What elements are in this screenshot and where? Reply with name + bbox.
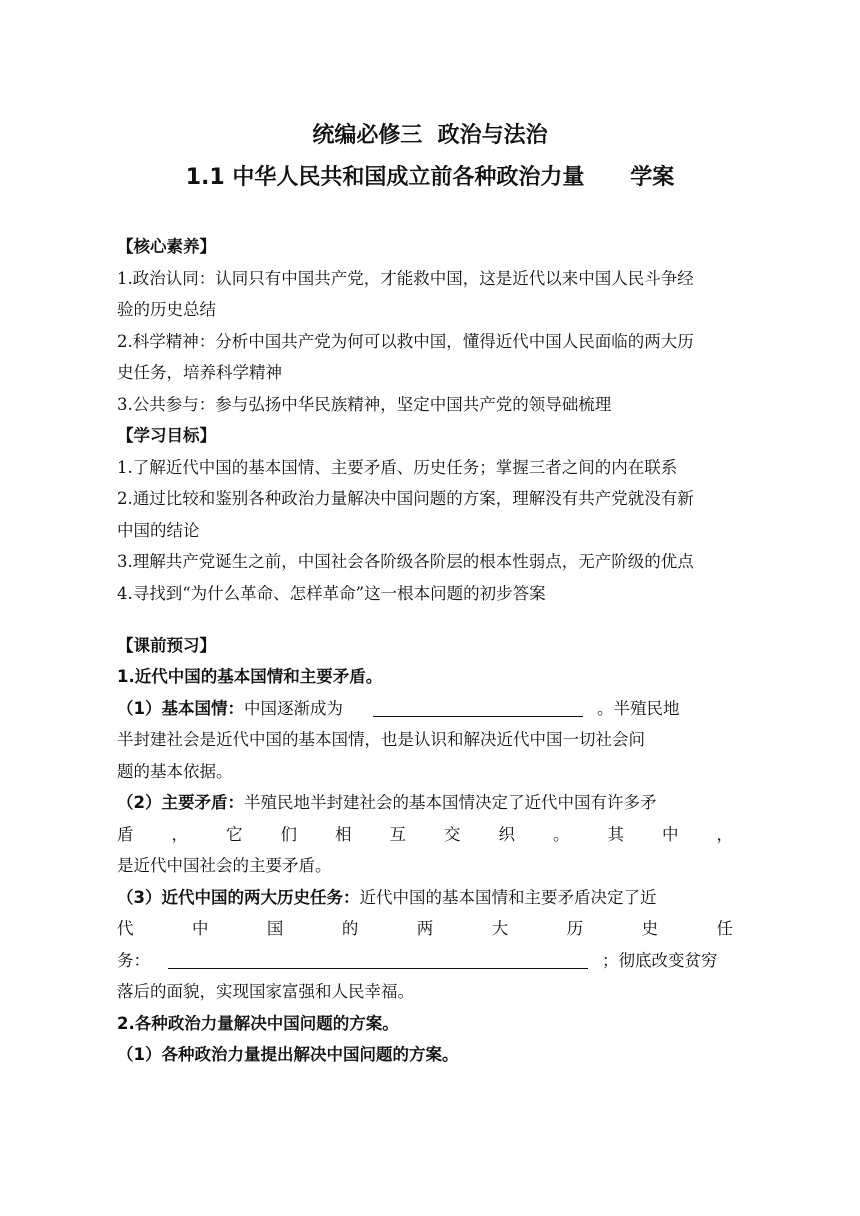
p3-char: 任 bbox=[716, 919, 733, 938]
p3-char: 两 bbox=[416, 919, 434, 938]
paragraph-3-line-1 bbox=[117, 887, 733, 909]
question-2-subheading: （1）各种政治力量提出解决中国问题的方案。 bbox=[117, 1045, 459, 1064]
goal-item-4: 4.寻找到“为什么革命、怎样革命”这一根本问题的初步答案 bbox=[117, 584, 546, 603]
core-item-3: 3.公共参与：参与弘扬中华民族精神，坚定中国共产党的领导础梳理 bbox=[117, 395, 612, 414]
learning-goals-heading: 【学习目标】 bbox=[117, 426, 216, 445]
p3-char: 国 bbox=[266, 919, 284, 938]
answer-blank-1[interactable] bbox=[373, 698, 583, 717]
core-item-1-line-2: 验的历史总结 bbox=[117, 300, 216, 319]
question-2: 2.各种政治力量解决中国问题的方案。 bbox=[117, 1014, 399, 1033]
core-item-2-line-1: 2.科学精神：分析中国共产党为何可以救中国，懂得近代中国人民面临的两大历 bbox=[117, 332, 694, 351]
p2-char: 其 bbox=[607, 825, 624, 844]
paragraph-3-suffix: ；彻底改变贫穷 bbox=[602, 951, 718, 970]
p2-char: 。 bbox=[553, 825, 570, 844]
answer-blank-2[interactable] bbox=[168, 950, 588, 969]
p3-char: 中 bbox=[191, 919, 209, 938]
p3-char: 的 bbox=[341, 919, 359, 938]
paragraph-1-line-3: 题的基本依据。 bbox=[117, 762, 233, 781]
p2-char: 互 bbox=[389, 825, 406, 844]
paragraph-3-prefix: 务： bbox=[117, 951, 150, 970]
p2-char: ， bbox=[171, 825, 188, 844]
document-subtitle: 1.1 中华人民共和国成立前各种政治力量 学案 bbox=[185, 165, 675, 190]
paragraph-2-text: 半殖民地半封建社会的基本国情决定了近代中国有许多矛 bbox=[243, 793, 657, 812]
core-item-1-line-1: 1.政治认同：认同只有中国共产党，才能救中国，这是近代以来中国人民斗争经 bbox=[117, 269, 694, 288]
p2-char: 交 bbox=[444, 825, 461, 844]
p2-char: ， bbox=[716, 825, 733, 844]
p2-char: 中 bbox=[662, 825, 679, 844]
paragraph-3-line-3 bbox=[117, 950, 733, 972]
paragraph-3-line-2 bbox=[117, 918, 733, 940]
paragraph-1-line-2: 半封建社会是近代中国的基本国情，也是认识和解决近代中国一切社会问 bbox=[117, 730, 645, 749]
p2-char: 它 bbox=[226, 825, 243, 844]
goal-item-1: 1.了解近代中国的基本国情、主要矛盾、历史任务；掌握三者之间的内在联系 bbox=[117, 458, 678, 477]
p3-char: 大 bbox=[491, 919, 509, 938]
goal-item-2-line-2: 中国的结论 bbox=[117, 521, 200, 540]
preview-heading: 【课前预习】 bbox=[117, 636, 216, 655]
p2-char: 盾 bbox=[117, 825, 134, 844]
p2-char: 织 bbox=[498, 825, 515, 844]
paragraph-3-line-4: 落后的面貌，实现国家富强和人民幸福。 bbox=[117, 982, 414, 1001]
goal-item-2-line-1: 2.通过比较和鉴别各种政治力量解决中国问题的方案，理解没有共产党就没有新 bbox=[117, 489, 694, 508]
core-item-2-line-2: 史任务，培养科学精神 bbox=[117, 363, 282, 382]
p3-char: 史 bbox=[641, 919, 659, 938]
paragraph-2-line-3: 是近代中国社会的主要矛盾。 bbox=[117, 856, 332, 875]
document-title: 统编必修三 政治与法治 bbox=[312, 123, 548, 148]
goal-item-3: 3.理解共产党诞生之前，中国社会各阶级各阶层的根本性弱点，无产阶级的优点 bbox=[117, 552, 694, 571]
paragraph-1-after: 。半殖民地 bbox=[596, 699, 680, 718]
paragraph-2-line-1 bbox=[117, 792, 733, 814]
p3-char: 历 bbox=[566, 919, 584, 938]
p3-char: 代 bbox=[117, 919, 134, 938]
core-literacy-heading: 【核心素养】 bbox=[117, 237, 216, 256]
p2-char: 相 bbox=[335, 825, 352, 844]
paragraph-2-label: （2）主要矛盾： bbox=[117, 793, 244, 812]
paragraph-3-text: 近代中国的基本国情和主要矛盾决定了近 bbox=[359, 888, 657, 907]
paragraph-1-line-1 bbox=[117, 698, 733, 720]
paragraph-3-label: （3）近代中国的两大历史任务： bbox=[117, 888, 360, 907]
paragraph-2-line-2 bbox=[117, 824, 733, 846]
p2-char: 们 bbox=[280, 825, 297, 844]
paragraph-1-label: （1）基本国情： bbox=[117, 699, 244, 718]
question-1: 1.近代中国的基本国情和主要矛盾。 bbox=[117, 667, 383, 686]
paragraph-1-text: 中国逐渐成为 bbox=[243, 699, 343, 718]
